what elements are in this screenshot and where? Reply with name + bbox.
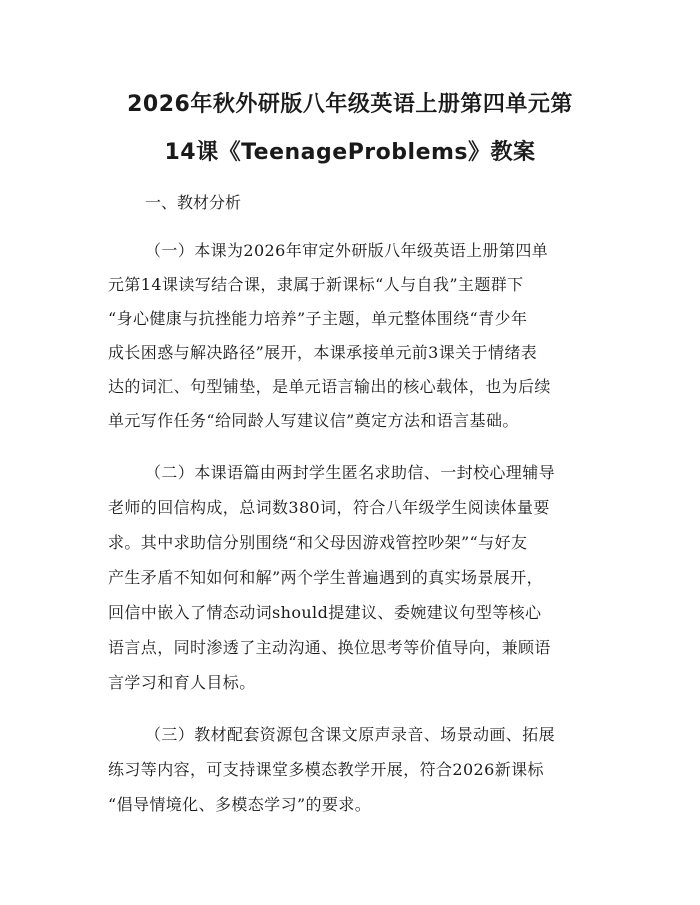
paragraph-3-line: 练习等内容，可支持课堂多模态教学开展，符合2026新课标 xyxy=(108,760,544,779)
paragraph-2-line: 回信中嵌入了情态动词should提建议、委婉建议句型等核心 xyxy=(108,603,542,622)
paragraph-1-line: 元第14课读写结合课，隶属于新课标“人与自我”主题群下 xyxy=(108,275,524,294)
paragraph-1-line: 单元写作任务“给同龄人写建议信”奠定方法和语言基础。 xyxy=(108,411,519,430)
paragraph-2-line: （二）本课语篇由两封学生匿名求助信、一封校心理辅导 xyxy=(145,463,556,482)
paragraph-3-line: （三）教材配套资源包含课文原声录音、场景动画、拓展 xyxy=(145,725,556,744)
paragraph-2-line: 老师的回信构成，总词数380词，符合八年级学生阅读体量要 xyxy=(108,498,550,517)
paragraph-2-line: 产生矛盾不知如何和解”两个学生普遍遇到的真实场景展开， xyxy=(108,568,543,587)
paragraph-1-line: 达的词汇、句型铺垫，是单元语言输出的核心载体，也为后续 xyxy=(108,377,551,396)
document-title-line-1: 2026年秋外研版八年级英语上册第四单元第 xyxy=(127,92,573,117)
paragraph-2-line: 言学习和育人目标。 xyxy=(108,673,256,692)
paragraph-3-line: “倡导情境化、多模态学习”的要求。 xyxy=(108,795,372,814)
paragraph-2-line: 语言点，同时渗透了主动沟通、换位思考等价值导向，兼顾语 xyxy=(108,638,551,657)
paragraph-1-line: “身心健康与抗挫能力培养”子主题，单元整体围绕“青少年 xyxy=(108,309,528,328)
paragraph-2-line: 求。其中求助信分别围绕“和父母因游戏管控吵架”“与好友 xyxy=(108,533,528,552)
document-title-line-2: 14课《TeenageProblems》教案 xyxy=(164,140,536,165)
paragraph-1-line: 成长困惑与解决路径”展开，本课承接单元前3课关于情绪表 xyxy=(108,343,538,362)
section-heading-textbook-analysis: 一、教材分析 xyxy=(145,193,242,212)
paragraph-1-line: （一）本课为2026年审定外研版八年级英语上册第四单 xyxy=(145,241,549,260)
